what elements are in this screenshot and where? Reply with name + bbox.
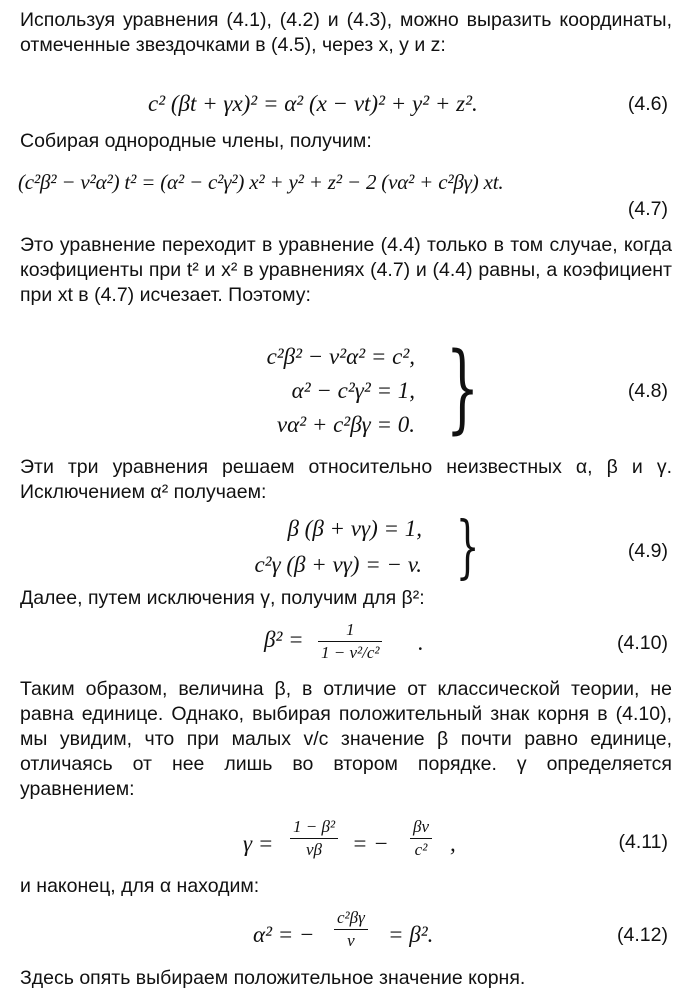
fraction-4-12 (334, 908, 368, 951)
equation-number-4-6: (4.6) (627, 93, 668, 115)
fraction-4-10-numerator: 1 (318, 620, 382, 642)
equation-4-10-tail: . (418, 630, 424, 655)
right-brace-4-9: } (455, 508, 480, 587)
equation-4-9-line-2: c²γ (β + vγ) = − v. (254, 552, 422, 577)
equation-4-8-line-1: c²β² − v²α² = c², (266, 344, 415, 369)
right-brace-4-8: } (445, 332, 480, 444)
fraction-4-10 (318, 620, 382, 663)
equation-4-10-lhs: β² = (264, 627, 304, 652)
fraction-4-12-numerator: c²βγ (334, 908, 368, 930)
fraction-4-11-second-denominator: c² (414, 840, 428, 859)
fraction-4-11-first-denominator: vβ (306, 840, 323, 859)
paragraph-intro: Используя уравнения (4.1), (4.2) и (4.3), можно выразить координаты, отмеченные звездочками в (4.5), через x, y и z: (20, 9, 672, 56)
equation-number-4-7: (4.7) (627, 198, 668, 220)
equation-4-11-tail: , (450, 831, 456, 856)
equation-4-7: (c²β² − v²α²) t² = (α² − c²γ²) x² + y² + z² − 2 (vα² + c²βγ) xt. (18, 170, 504, 194)
fraction-4-11-second (410, 817, 432, 860)
paragraph-beta: Таким образом, величина β, в отличие от классической теории, не равна единице. Однако, выбирая положительный знак корня в (4.10), мы увидим, что при малых v/c значение β почти равно единице, отличаясь от нее лишь во втором порядке. γ определяется уравнением: (20, 678, 672, 800)
equation-4-12-rhs: = β². (388, 922, 434, 947)
fraction-4-10-denominator: 1 − v²/c² (321, 643, 380, 662)
paragraph-alpha: и наконец, для α находим: (20, 875, 260, 897)
fraction-4-11-first-numerator: 1 − β² (290, 817, 338, 839)
equation-4-12-lhs: α² = − (253, 922, 315, 947)
equation-4-6: c² (βt + γx)² = α² (x − vt)² + y² + z². (148, 91, 478, 116)
fraction-4-11-first (290, 817, 338, 860)
paragraph-solve: Эти три уравнения решаем относительно неизвестных α, β и γ. Исключением α² получаем: (20, 456, 672, 503)
equation-number-4-11: (4.11) (618, 831, 668, 853)
paragraph-conclusion: Здесь опять выбираем положительное значение корня. (20, 967, 526, 989)
equation-number-4-9: (4.9) (627, 540, 668, 562)
equation-4-9-line-1: β (β + vγ) = 1, (287, 516, 422, 541)
equation-4-8-line-3: vα² + c²βγ = 0. (276, 412, 415, 437)
equation-number-4-8: (4.8) (627, 380, 668, 402)
equation-number-4-12: (4.12) (617, 924, 668, 946)
fraction-4-12-denominator: v (347, 931, 355, 950)
paragraph-collect: Собирая однородные члены, получим: (20, 130, 372, 152)
equation-number-4-10: (4.10) (617, 632, 668, 654)
equation-4-8-line-2: α² − c²γ² = 1, (291, 378, 415, 403)
fraction-4-11-second-numerator: βv (410, 817, 432, 839)
equation-4-11-mid: = − (352, 831, 389, 856)
equation-4-11-lhs: γ = (243, 831, 274, 856)
paragraph-transition: Это уравнение переходит в уравнение (4.4) только в том случае, когда коэфициенты при t² и x² в уравнениях (4.7) и (4.4) равны, а коэфициент при xt в (4.7) исчезает. Поэтому: (20, 234, 672, 306)
paragraph-eliminate-gamma: Далее, путем исключения γ, получим для β²: (20, 587, 425, 609)
